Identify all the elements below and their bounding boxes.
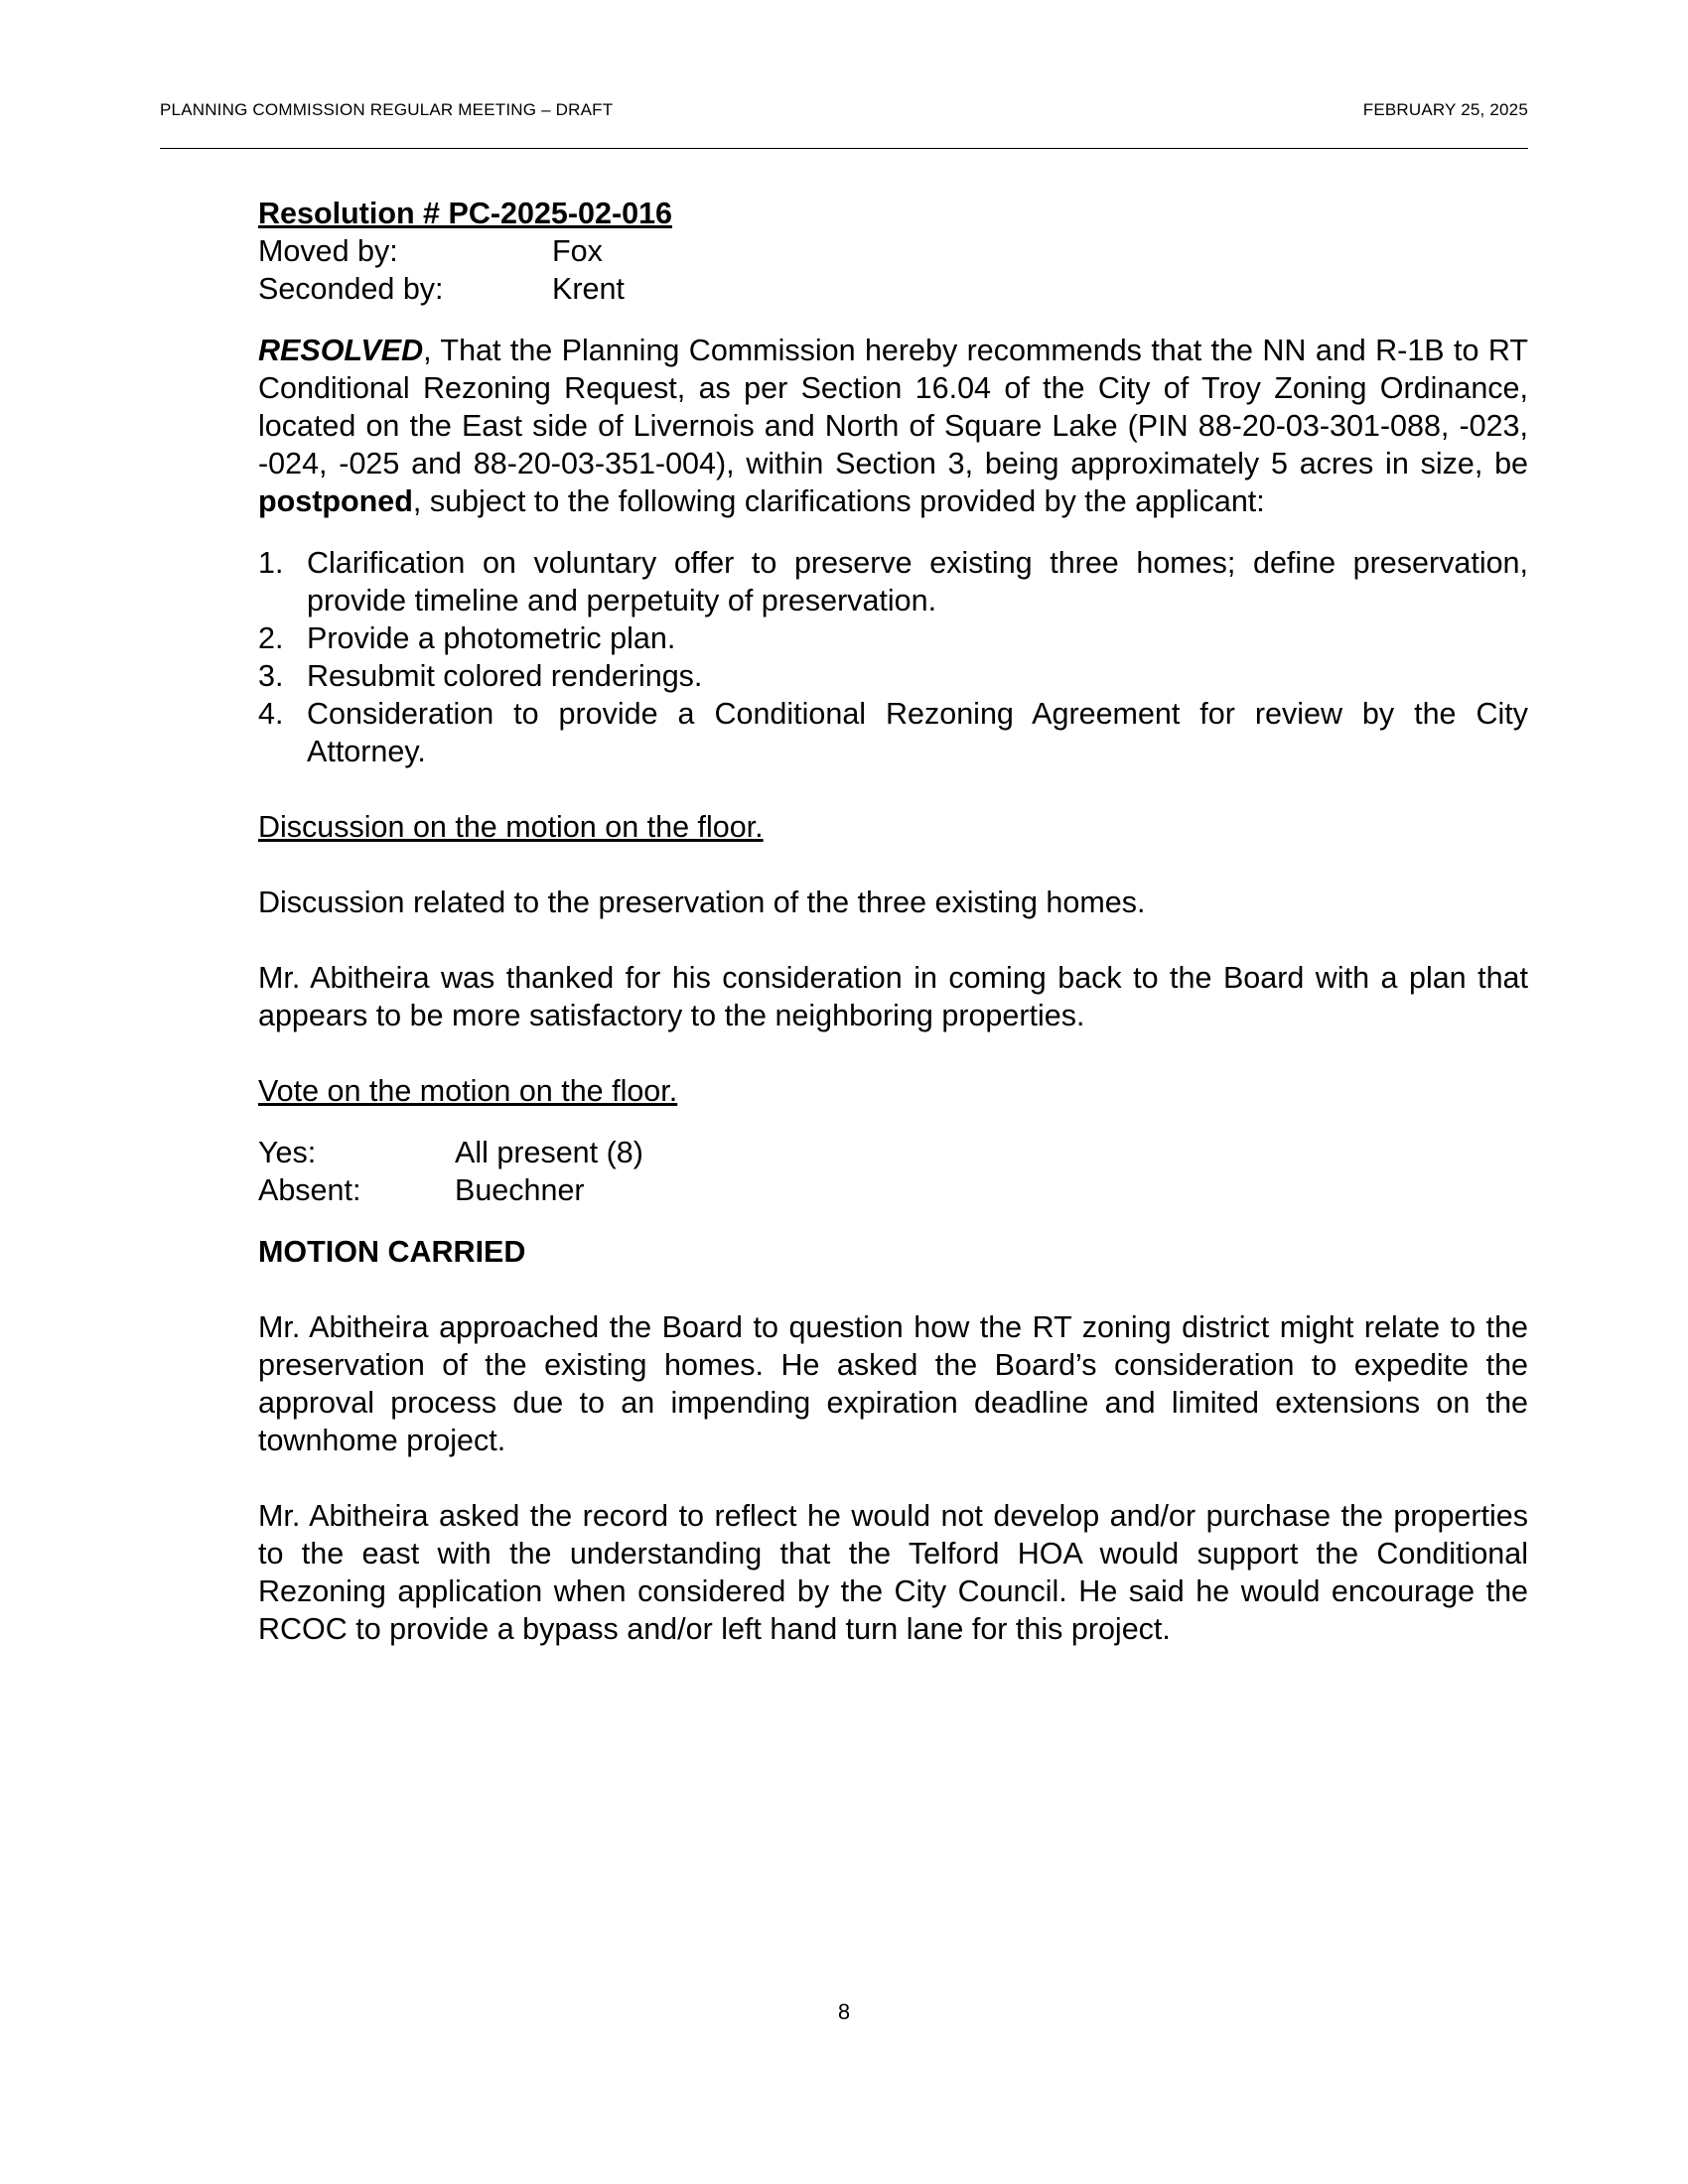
vote-yes-label: Yes:: [258, 1136, 317, 1169]
list-item: [258, 657, 1528, 695]
header-date: FEBRUARY 25, 2025: [1362, 100, 1528, 119]
list-item-number: 2.: [258, 621, 284, 655]
conditions-list: [258, 544, 1528, 770]
list-item-text: Clarification on voluntary offer to preserve existing three homes; define preservation, provide timeline and perpetuity of preservation.: [307, 546, 1528, 617]
thanks-paragraph: Mr. Abitheira was thanked for his consideration in coming back to the Board with a plan that appears to be more satisfactory to the neighboring properties.: [258, 961, 1528, 1032]
header-meeting-title: PLANNING COMMISSION REGULAR MEETING – DRAFT: [160, 100, 614, 119]
motion-result: MOTION CARRIED: [258, 1235, 526, 1269]
page-number: 8: [837, 1999, 851, 2024]
resolved-paragraph: [258, 332, 1528, 520]
list-item: [258, 695, 1528, 770]
list-item-text: Provide a photometric plan.: [307, 621, 676, 655]
list-item: [258, 619, 1528, 657]
header-divider: [160, 148, 1528, 149]
closing-paragraph-2: Mr. Abitheira asked the record to reflect he would not develop and/or purchase the properties to the east with the understanding that the Telford HOA would support the Conditional Rezoning application when considered by the City Council. He said he would encourage the RCOC to provide a bypass and/or left hand turn lane for this project.: [258, 1499, 1528, 1646]
resolution-title: Resolution # PC-2025-02-016: [258, 197, 672, 230]
resolved-action: postponed: [258, 484, 413, 518]
page-header: [160, 100, 1528, 124]
resolved-text-after: , subject to the following clarifications provided by the applicant:: [412, 484, 1265, 518]
closing-paragraph-1: Mr. Abitheira approached the Board to question how the RT zoning district might relate to the preservation of the existing homes. He asked the Board’s consideration to expedite the approval process due to an impending expiration deadline and limited extensions on the townhome project.: [258, 1310, 1528, 1457]
moved-by-value: Fox: [552, 234, 603, 268]
resolved-text-before: , That the Planning Commission hereby recommends that the NN and R-1B to RT Conditional Rezoning Request, as per Section 16.04 of the City of Troy Zoning Ordinance, located on the East side of Livernois and North of Square Lake (PIN 88-20-03-301-088, -023, -024, -025 and 88-20-03-351-004), within Section 3, being approximately 5 acres in size, be: [258, 334, 1528, 480]
seconded-by-value: Krent: [552, 272, 625, 306]
seconded-by-row: [258, 270, 1528, 308]
document-body: [258, 195, 1528, 1648]
list-item-text: Resubmit colored renderings.: [307, 659, 703, 693]
list-item-number: 3.: [258, 659, 284, 693]
vote-absent-value: Buechner: [455, 1173, 585, 1207]
seconded-by-label: Seconded by:: [258, 272, 444, 306]
list-item: [258, 544, 1528, 619]
list-item-number: 4.: [258, 697, 284, 731]
vote-heading: Vote on the motion on the floor.: [258, 1074, 678, 1108]
list-item-text: Consideration to provide a Conditional Rezoning Agreement for review by the City Attorney.: [307, 697, 1528, 768]
moved-by-row: [258, 232, 1528, 270]
moved-by-label: Moved by:: [258, 234, 398, 268]
vote-yes-row: [258, 1134, 1528, 1171]
vote-yes-value: All present (8): [455, 1136, 643, 1169]
discussion-heading: Discussion on the motion on the floor.: [258, 810, 764, 844]
discussion-paragraph: Discussion related to the preservation of the three existing homes.: [258, 886, 1146, 919]
vote-absent-label: Absent:: [258, 1173, 361, 1207]
vote-absent-row: [258, 1171, 1528, 1209]
resolved-lead: RESOLVED: [258, 334, 424, 367]
list-item-number: 1.: [258, 546, 284, 580]
